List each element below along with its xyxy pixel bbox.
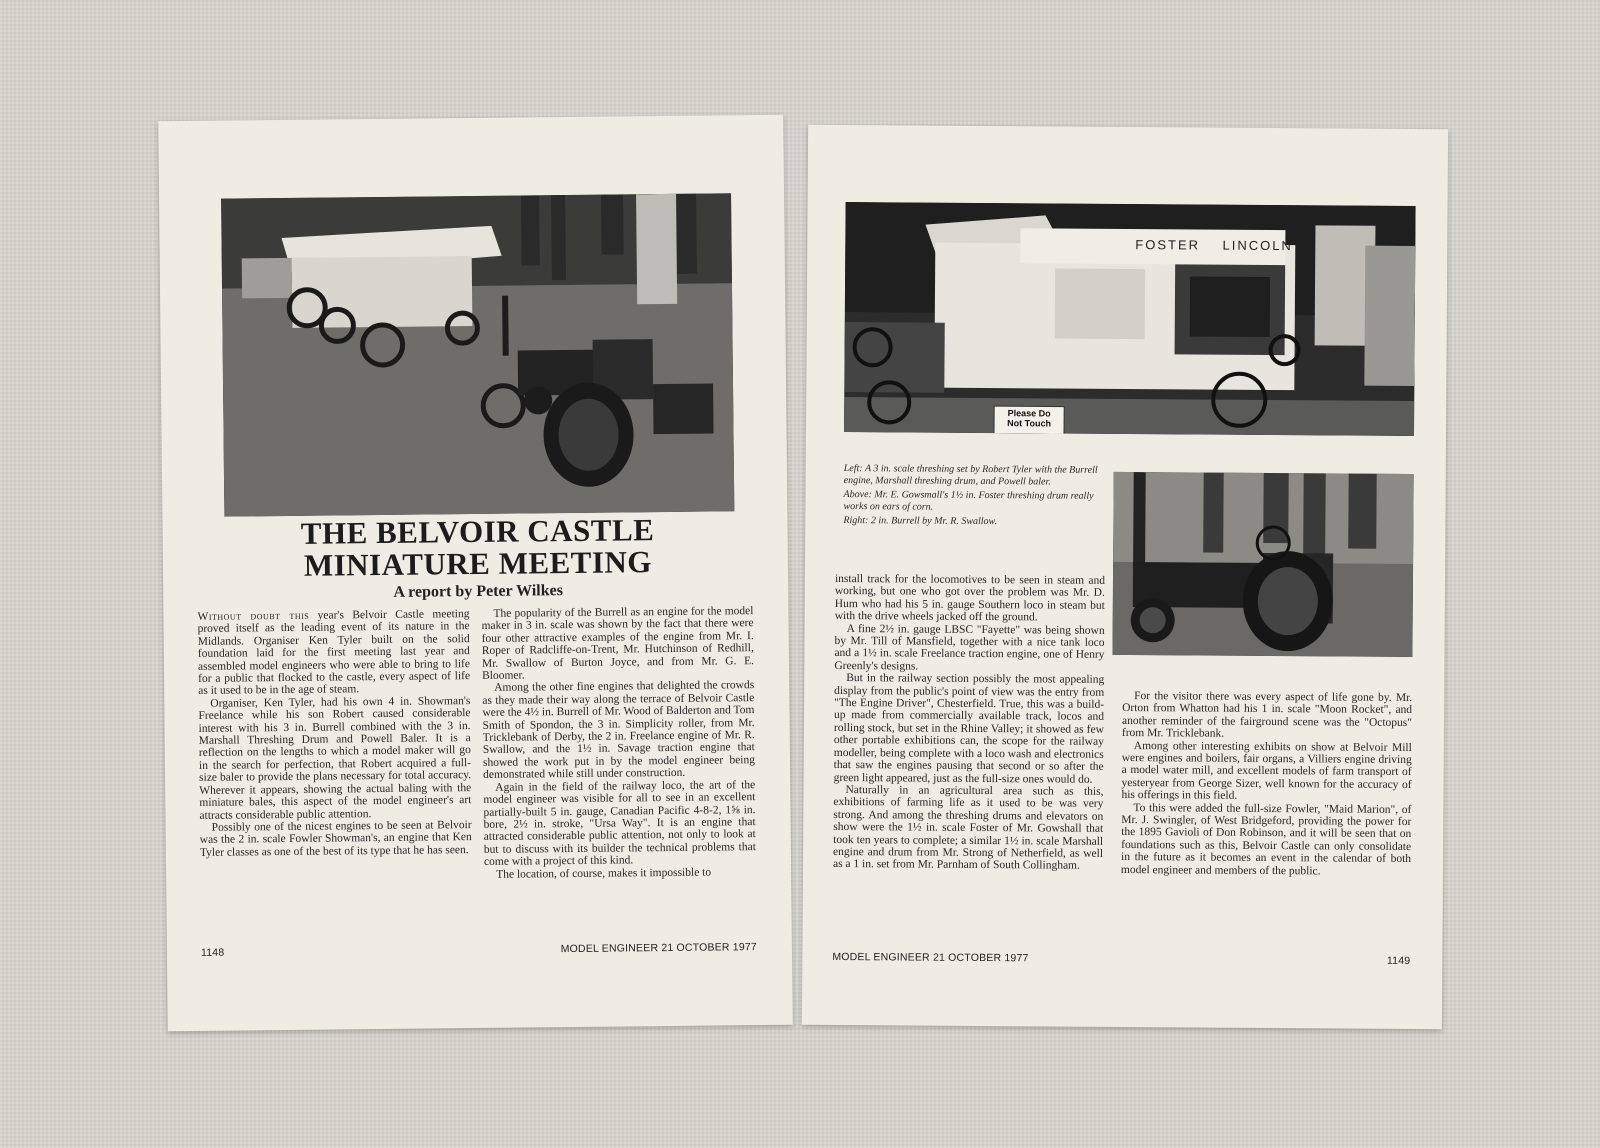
right-page bbox=[802, 125, 1448, 1029]
paragraph: Organiser, Ken Tyler, had his own 4 in. Showman's Freelance while his son Robert caused considerable interest with his 3 in. Burrell combined with the 3 in. Marshall Threshing Drum and Powell Baler. It is a reflection on the lengths to which a model maker will go in the search for perfection, that Robert acquired a full-size baler to provide the plans necessary for total accuracy. Wherever it appears, showing the actual baling with the miniature bales, this aspect of the model engineer's art attracts considerable public attention. bbox=[198, 694, 472, 822]
sign-word-1: FOSTER bbox=[1135, 237, 1201, 253]
photo-threshing-set bbox=[221, 193, 734, 516]
paragraph bbox=[197, 608, 470, 698]
photo-foster-threshing-drum bbox=[844, 202, 1416, 436]
page-number-left: 1148 bbox=[200, 946, 225, 959]
caption-left: Left: A 3 in. scale threshing set by Robert Tyler with the Burrell engine, Marshall threshing drum, and Powell baler. bbox=[843, 463, 1098, 487]
paragraph: Naturally in an agricultural area such as this, exhibitions of farming life as it used to be was very strong. And among the threshing drums and elevators on show were the 1½ in. scale Foster of Mr. Gowshall that took ten years to complete; a similar 1½ in. scale Marshall engine and drum from Mr. Strong of Netherfield, as well as a 1 in. set from Mr. Parnham of South Collingham. bbox=[832, 783, 1104, 873]
title-line-2: MINIATURE MEETING bbox=[303, 544, 653, 583]
notice-line-1: Please Do bbox=[1007, 408, 1051, 419]
right-column-2 bbox=[1120, 690, 1412, 950]
folio-title-right: MODEL ENGINEER 21 OCTOBER 1977 bbox=[832, 950, 1029, 965]
sign-word-2: LINCOLN bbox=[1222, 237, 1293, 254]
paragraph: A fine 2½ in. gauge LBSC "Fayette" was being shown by Mr. Till of Mansfield, together with a nice tank loco and a 1½ in. scale Freelance traction engine, one of Henry Greenly's designs. bbox=[834, 622, 1105, 673]
photo-burrell-engine bbox=[1112, 472, 1413, 657]
paragraph: Again in the field of the railway loco, the art of the model engineer was visible for all to see in an excellent partially-built 5 in. gauge, Canadian Pacific 4-8-2, 1⅝ in. bore, 2½ in. stroke, "Ursa Way". It is an engine that attracted considerable public attention, not only to look at but to discuss with its builder the technical problems that come with a project of this kind. bbox=[483, 778, 756, 869]
notice-line-2: Not Touch bbox=[1007, 418, 1052, 429]
paragraph: install track for the locomotives to be seen in steam and working, but one who got over the problem was Mr. D. Hum who had his 5 in. gauge Southern loco in steam but with the drive wheels jacked off the ground. bbox=[834, 572, 1106, 624]
article-title bbox=[222, 513, 733, 582]
paragraph: Possibly one of the nicest engines to be seen at Belvoir was the 2 in. scale Fowler Showman's, an engine that Ken Tyler classes as one of the best of its type that he has seen. bbox=[199, 818, 472, 859]
left-column-1 bbox=[197, 608, 472, 936]
caption-right: Right: 2 in. Burrell by Mr. R. Swallow. bbox=[843, 515, 998, 528]
paragraph: Among other interesting exhibits on show at Belvoir Mill were engines and boilers, fair organs, a Villiers engine driving a model water mill, and excellent models of farm transport of yesteryear from George Sizer, well known for the accuracy of his offerings in this field. bbox=[1121, 739, 1412, 803]
left-column-2 bbox=[481, 605, 756, 933]
please-do-not-touch-notice bbox=[996, 408, 1062, 428]
paragraph: But in the railway section possibly the most appealing display from the public's point of view was the entry from "The Engine Driver", Chesterfield. True, this was a build-up made from commercially available track, locos and rolling stock, but set in the Rhine Valley; it showed as few other portable exhibitions can, the scope for the railway modeller, being complete with a loco wash and electronics that saw the engines pausing that second or so after the green light appeared, just as the full-size ones would do. bbox=[833, 672, 1105, 786]
page-number-right: 1149 bbox=[1386, 954, 1411, 968]
paragraph: Among the other fine engines that delighted the crowds as they made their way along the terrace of Belvoir Castle were the 4½ in. Burrell of Mr. Wood of Balderton and Tom Smith of Spondon, the 3 in. Simplicity roller, from Mr. Tricklebank of Derby, the 2 in. Freelance engine of Mr. R. Swallow, and the 1½ in. Savage traction engine that showed the work put in by the model engineer being demonstrated while still under construction. bbox=[482, 679, 756, 782]
lead-in: Without doubt this bbox=[197, 609, 310, 623]
paragraph: For the visitor there was every aspect of life gone by. Mr. Orton from Whatton had his 1 in. scale "Moon Rocket", and another reminder of the fairground scene was the "Octopus" from Mr. Tricklebank. bbox=[1121, 690, 1413, 740]
byline: A report by Peter Wilkes bbox=[393, 582, 564, 601]
folio-title-left: MODEL ENGINEER 21 OCTOBER 1977 bbox=[560, 941, 757, 956]
paragraph: The popularity of the Burrell as an engine for the model maker in 3 in. scale was shown by the fact that there were four other attractive examples of the engine from Mr. I. Roper of Radcliffe-on-Trent, Mr. Hutchinson of Redhill, Mr. Swallow of Burton Joyce, and from Mr. G. E. Bloomer. bbox=[481, 605, 754, 682]
left-page bbox=[158, 115, 792, 1031]
paragraph: To this were added the full-size Fowler, "Maid Marion", of Mr. J. Swingler, of West Bridgeford, providing the power for the 1895 Gavioli of Don Robinson, and it will be seen that on foundations such as this, Belvoir Castle can only consolidate in the future as it becomes an event in the calendar of both model engineer and members of the public. bbox=[1120, 801, 1412, 878]
title-line-1: THE BELVOIR CASTLE bbox=[300, 512, 655, 551]
paragraph: The location, of course, makes it impossible to bbox=[496, 866, 712, 881]
foster-lincoln-sign bbox=[1135, 237, 1335, 253]
right-column-1 bbox=[832, 573, 1105, 950]
paragraph-text: year's Belvoir Castle meeting proved itself as the leading event of its nature in the Midlands. Organiser Ken Tyler built on the solid foundation laid for the first meeting last year and assembled model engineers who were able to bring to life for a public that flocked to the castle, every aspect of life as it used to be in the age of steam. bbox=[197, 608, 471, 698]
caption-above: Above: Mr. E. Gowsmall's 1½ in. Foster threshing drum really works on ears of corn. bbox=[843, 489, 1094, 513]
photo-captions bbox=[843, 463, 1105, 531]
